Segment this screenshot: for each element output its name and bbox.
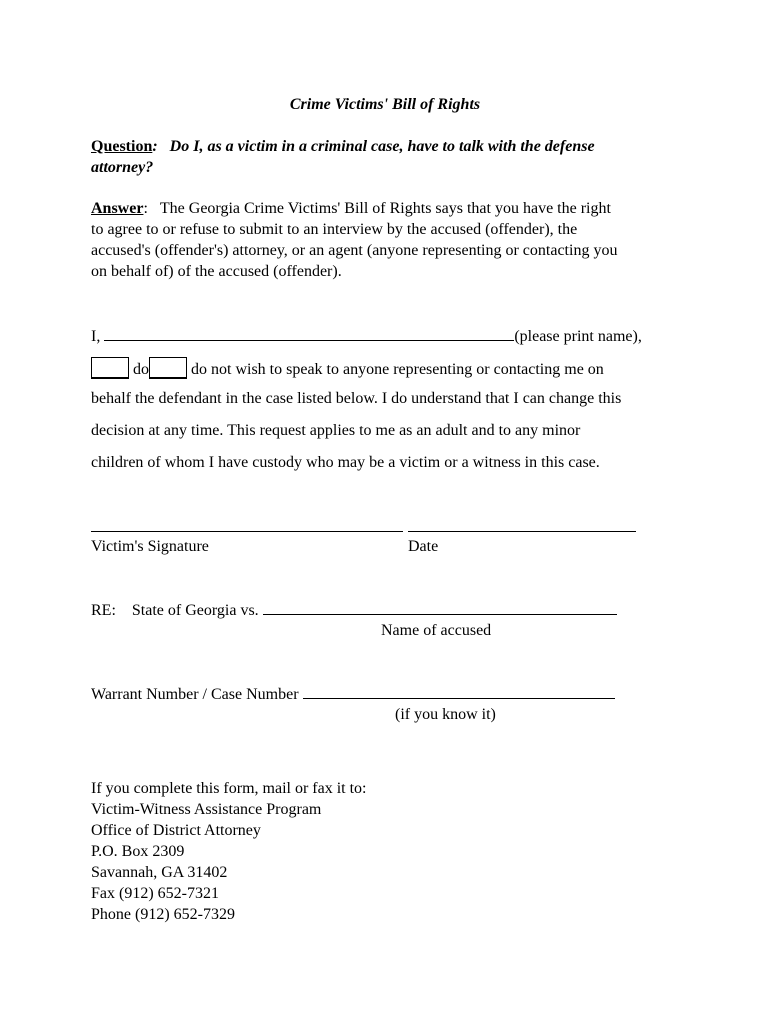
mailing-intro: If you complete this form, mail or fax it to: [91,780,367,797]
statement-line-2: behalf the defendant in the case listed below. I do understand that I can change this [91,390,622,407]
mailing-line-phone: Phone (912) 652-7329 [91,906,235,923]
answer-line-1 [91,199,611,219]
re-text: State of Georgia vs. [131,602,259,619]
date-label: Date [408,538,439,555]
mailing-line-pobox: P.O. Box 2309 [91,843,185,860]
mailing-line-program: Victim-Witness Assistance Program [91,801,322,818]
statement-line-4: children of whom I have custody who may be a victim or a witness in this case. [91,454,600,471]
question-line-2: attorney? [91,159,154,176]
mailing-line-city: Savannah, GA 31402 [91,864,228,881]
date-field[interactable] [408,531,636,532]
do-checkbox[interactable] [91,357,129,379]
re-line [91,600,617,621]
answer-line-4: on behalf of) of the accused (offender). [91,263,342,280]
print-name-field[interactable] [104,326,514,341]
question-line-1 [91,137,595,157]
warrant-number-field[interactable] [303,684,615,699]
accused-label: Name of accused [381,622,492,639]
statement-line-1: do not wish to speak to anyone representing or contacting me on [191,361,604,378]
answer-line-2: to agree to or refuse to submit to an interview by the accused (offender), the [91,221,578,238]
signature-label: Victim's Signature [91,538,209,555]
warrant-text: Warrant Number / Case Number [91,686,299,703]
answer-line-3: accused's (offender's) attorney, or an agent (anyone representing or contacting you [91,242,618,259]
answer-label: Answer [91,200,144,217]
document-title: Crime Victims' Bill of Rights [289,96,481,113]
mailing-line-fax: Fax (912) 652-7321 [91,885,219,902]
answer-text-1: The Georgia Crime Victims' Bill of Rights says that you have the right [159,200,611,217]
signature-field[interactable] [91,531,403,532]
choice-line [91,357,604,380]
statement-line-3: decision at any time. This request applies to me as an adult and to any minor [91,422,581,439]
warrant-hint: (if you know it) [395,706,496,723]
question-label: Question [91,138,153,155]
re-prefix: RE: [91,602,116,619]
answer-colon: : [143,200,148,217]
mailing-line-office: Office of District Attorney [91,822,261,839]
do-not-checkbox[interactable] [149,357,187,379]
print-name-line [91,326,642,347]
question-text: Do I, as a victim in a criminal case, have to talk with the defense [169,138,595,155]
statement-prefix: I, [91,328,101,345]
accused-name-field[interactable] [263,600,617,615]
print-name-hint: (please print name), [514,328,642,345]
warrant-line [91,684,615,705]
do-label: do [133,361,149,378]
question-colon: : [152,138,158,155]
